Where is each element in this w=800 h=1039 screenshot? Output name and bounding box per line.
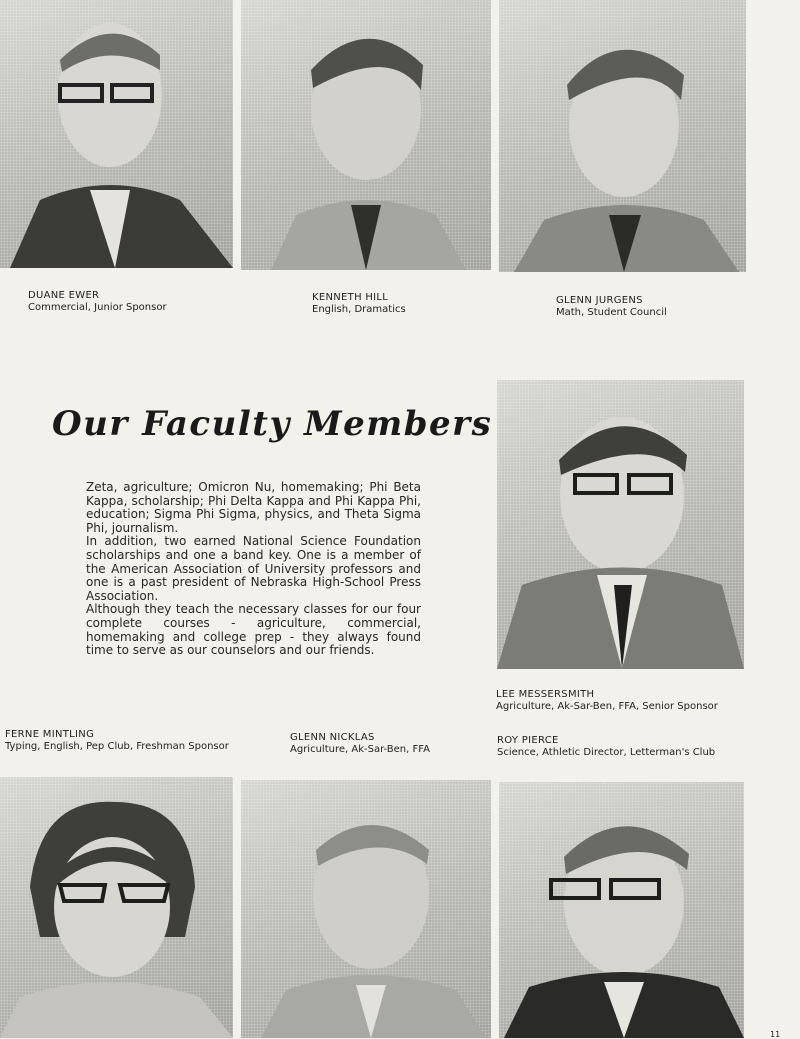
caption-lee-messersmith (496, 689, 718, 713)
caption-glenn-nicklas (290, 732, 430, 756)
caption-roy-pierce (497, 735, 715, 759)
faculty-description (86, 481, 421, 658)
page-title: Our Faculty Members (52, 404, 493, 444)
portrait-photo-kenneth-hill (241, 0, 491, 270)
page-number: 11 (770, 1030, 781, 1039)
portrait-photo-glenn-nicklas (241, 780, 491, 1038)
faculty-role: Math, Student Council (556, 307, 667, 318)
faculty-role: Science, Athletic Director, Letterman's Club (497, 747, 716, 758)
faculty-name: DUANE EWER (28, 290, 100, 301)
faculty-name: KENNETH HILL (312, 292, 389, 303)
faculty-name: GLENN JURGENS (556, 295, 643, 306)
faculty-name: ROY PIERCE (497, 735, 559, 746)
faculty-role: Agriculture, Ak-Sar-Ben, FFA, Senior Sponsor (496, 701, 718, 712)
faculty-role: Typing, English, Pep Club, Freshman Sponsor (5, 741, 229, 752)
faculty-role: English, Dramatics (312, 304, 406, 315)
portrait-photo-roy-pierce (499, 782, 744, 1038)
portrait-photo-ferne-mintling (0, 777, 233, 1038)
faculty-name: GLENN NICKLAS (290, 732, 375, 743)
paragraph-courses: Although they teach the necessary classes for our four complete courses - agriculture, commercial, homemaking and college prep - they always found time to serve as our counselors and our friends. (86, 602, 421, 658)
paragraph-societies: Zeta, agriculture; Omicron Nu, homemaking; Phi Beta Kappa, scholarship; Phi Delta Kappa and Phi Kappa Phi, education; Sigma Phi Sigma, physics, and Theta Sigma Phi, journalism. (86, 480, 421, 535)
caption-glenn-jurgens (556, 295, 667, 319)
faculty-name: LEE MESSERSMITH (496, 689, 595, 700)
caption-kenneth-hill (312, 292, 406, 316)
faculty-role: Commercial, Junior Sponsor (28, 302, 167, 313)
portrait-photo-glenn-jurgens (499, 0, 746, 272)
caption-ferne-mintling (5, 729, 229, 753)
caption-duane-ewer (28, 290, 167, 314)
portrait-photo-lee-messersmith (497, 380, 744, 669)
portrait-photo-duane-ewer (0, 0, 233, 268)
faculty-name: FERNE MINTLING (5, 729, 95, 740)
paragraph-honors: In addition, two earned National Science Foundation scholarships and one a band key. One is a member of the American Association of University professors and one is a past president of Nebraska High-School Press Association. (86, 534, 421, 603)
faculty-role: Agriculture, Ak-Sar-Ben, FFA (290, 744, 430, 755)
